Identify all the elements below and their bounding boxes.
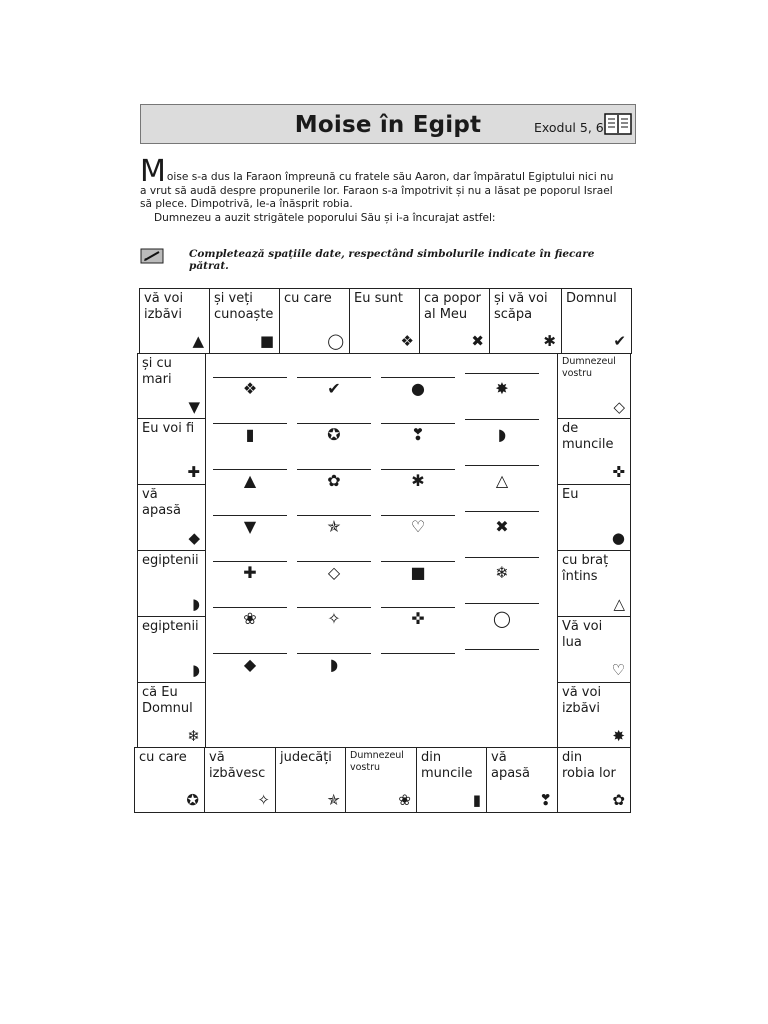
left-cell-4 bbox=[137, 550, 206, 617]
left-cell-2-text: Eu voi fi bbox=[142, 421, 195, 436]
answer-blank[interactable] bbox=[213, 561, 287, 562]
answer-blank[interactable] bbox=[213, 515, 287, 516]
left-cell-3-symbol-icon: ◆ bbox=[188, 529, 200, 547]
answer-blank[interactable] bbox=[381, 423, 455, 424]
drop-cap: M bbox=[140, 154, 166, 189]
left-cell-1-text: și cu mari bbox=[142, 356, 172, 387]
left-cell-1 bbox=[137, 353, 206, 420]
top-cell-4-text: Eu sunt bbox=[354, 291, 403, 306]
answer-blank[interactable] bbox=[381, 377, 455, 378]
intro-paragraph-1: Moise s-a dus la Faraon împreună cu fratele său Aaron, dar împăratul Egiptului nici nu a vrut să audă despre propunerile lor. Faraon s-a împotrivit și nu a lăsat pe poporul Israel să plece. Dimpotrivă, le-a înăsprit robia. bbox=[140, 154, 614, 210]
right-cell-1 bbox=[557, 353, 631, 420]
top-cell-6 bbox=[489, 288, 562, 354]
right-cell-4-symbol-icon: △ bbox=[613, 595, 625, 613]
answer-blank[interactable] bbox=[297, 561, 371, 562]
bottom-cell-6-text: vă apasă bbox=[491, 750, 530, 781]
clue-symbol-icon: ■ bbox=[410, 563, 426, 582]
bottom-cell-3 bbox=[275, 747, 346, 813]
left-cell-2 bbox=[137, 418, 206, 485]
puzzle-answer-area bbox=[205, 353, 558, 748]
top-cell-2 bbox=[209, 288, 280, 354]
right-cell-5-symbol-icon: ♡ bbox=[611, 661, 625, 679]
bottom-cell-2 bbox=[204, 747, 276, 813]
answer-blank[interactable] bbox=[465, 373, 539, 374]
book-icon bbox=[604, 112, 632, 136]
left-cell-6 bbox=[137, 682, 206, 749]
bottom-cell-1-text: cu care bbox=[139, 750, 187, 765]
clue-symbol-icon: ▼ bbox=[243, 517, 257, 536]
answer-blank[interactable] bbox=[213, 423, 287, 424]
top-cell-3-text: cu care bbox=[284, 291, 332, 306]
clue-symbol-icon: ✔ bbox=[327, 379, 341, 398]
clue-symbol-icon: ♡ bbox=[410, 517, 426, 536]
top-cell-4 bbox=[349, 288, 420, 354]
clue-symbol-icon: ◗ bbox=[497, 425, 507, 444]
bottom-cell-4-text: Dumnezeul vostru bbox=[350, 750, 404, 773]
top-cell-5 bbox=[419, 288, 490, 354]
clue-symbol-icon: △ bbox=[495, 471, 509, 490]
answer-blank[interactable] bbox=[381, 515, 455, 516]
answer-blank[interactable] bbox=[465, 511, 539, 512]
bottom-cell-1-symbol-icon: ✪ bbox=[186, 791, 199, 809]
top-cell-7 bbox=[561, 288, 632, 354]
answer-blank[interactable] bbox=[465, 557, 539, 558]
clue-symbol-icon: ▲ bbox=[243, 471, 257, 490]
right-cell-4 bbox=[557, 550, 631, 617]
answer-blank[interactable] bbox=[297, 653, 371, 654]
clue-symbol-icon: ● bbox=[411, 379, 425, 398]
instruction-text: Completează spațiile date, respectând simbolurile indicate în fiecare pătrat. bbox=[189, 248, 595, 272]
answer-blank[interactable] bbox=[297, 423, 371, 424]
bottom-cell-7 bbox=[557, 747, 631, 813]
clue-symbol-icon: ✱ bbox=[411, 471, 425, 490]
right-cell-3 bbox=[557, 484, 631, 551]
bottom-cell-3-symbol-icon: ✯ bbox=[327, 791, 340, 809]
left-cell-5-text: egiptenii bbox=[142, 619, 199, 634]
intro-text bbox=[140, 154, 620, 225]
clue-symbol-icon: ✸ bbox=[495, 379, 509, 398]
right-cell-2-text: de muncile bbox=[562, 421, 614, 452]
left-cell-5-symbol-icon: ◗ bbox=[192, 661, 200, 679]
bottom-cell-7-symbol-icon: ✿ bbox=[612, 791, 625, 809]
bottom-cell-2-text: vă izbăvesc bbox=[209, 750, 266, 781]
bottom-cell-5 bbox=[416, 747, 487, 813]
clue-symbol-icon: ◗ bbox=[329, 655, 339, 674]
top-cell-1 bbox=[139, 288, 210, 354]
answer-blank[interactable] bbox=[213, 377, 287, 378]
clue-symbol-icon: ✖ bbox=[495, 517, 509, 536]
header-banner bbox=[140, 104, 636, 144]
clue-symbol-icon: ◇ bbox=[327, 563, 341, 582]
clue-symbol-icon: ❀ bbox=[243, 609, 257, 628]
left-cell-5 bbox=[137, 616, 206, 683]
right-cell-6-symbol-icon: ✸ bbox=[612, 727, 625, 745]
clue-symbol-icon: ✧ bbox=[327, 609, 341, 628]
answer-blank[interactable] bbox=[381, 469, 455, 470]
right-cell-1-symbol-icon: ◇ bbox=[613, 398, 625, 416]
right-cell-1-text: Dumnezeul vostru bbox=[562, 356, 616, 379]
clue-symbol-icon: ✯ bbox=[327, 517, 341, 536]
clue-symbol-icon: ◯ bbox=[493, 609, 511, 628]
top-cell-6-text: și vă voi scăpa bbox=[494, 291, 548, 322]
answer-blank[interactable] bbox=[465, 649, 539, 650]
answer-blank[interactable] bbox=[297, 469, 371, 470]
top-cell-3 bbox=[279, 288, 350, 354]
top-cell-3-symbol-icon: ◯ bbox=[327, 332, 344, 350]
top-cell-1-symbol-icon: ▲ bbox=[192, 332, 204, 350]
top-cell-5-symbol-icon: ✖ bbox=[471, 332, 484, 350]
answer-blank[interactable] bbox=[297, 377, 371, 378]
bible-reference: Exodul 5, 6 bbox=[534, 120, 604, 135]
clue-symbol-icon: ✚ bbox=[243, 563, 257, 582]
answer-blank[interactable] bbox=[465, 419, 539, 420]
bottom-cell-6-symbol-icon: ❣ bbox=[539, 791, 552, 809]
left-cell-2-symbol-icon: ✚ bbox=[187, 463, 200, 481]
answer-blank[interactable] bbox=[381, 653, 455, 654]
bottom-cell-1 bbox=[134, 747, 205, 813]
bottom-cell-3-text: judecăți bbox=[280, 750, 332, 765]
clue-symbol-icon: ◆ bbox=[243, 655, 257, 674]
clue-symbol-icon: ✜ bbox=[411, 609, 425, 628]
clue-symbol-icon: ❄ bbox=[495, 563, 509, 582]
bottom-cell-7-text: din robia lor bbox=[562, 750, 616, 781]
right-cell-6 bbox=[557, 682, 631, 749]
left-cell-3-text: vă apasă bbox=[142, 487, 181, 518]
bottom-cell-4-symbol-icon: ❀ bbox=[398, 791, 411, 809]
pencil-icon bbox=[140, 248, 164, 264]
bottom-cell-5-text: din muncile bbox=[421, 750, 473, 781]
clue-symbol-icon: ✪ bbox=[327, 425, 341, 444]
top-cell-2-symbol-icon: ■ bbox=[259, 332, 274, 350]
clue-symbol-icon: ❖ bbox=[242, 379, 258, 398]
top-cell-1-text: vă voi izbăvi bbox=[144, 291, 184, 322]
clue-symbol-icon: ▮ bbox=[245, 425, 255, 444]
top-cell-7-symbol-icon: ✔ bbox=[613, 332, 626, 350]
left-cell-4-text: egiptenii bbox=[142, 553, 199, 568]
right-cell-2 bbox=[557, 418, 631, 485]
right-cell-5-text: Vă voi lua bbox=[562, 619, 603, 650]
answer-blank[interactable] bbox=[465, 465, 539, 466]
answer-blank[interactable] bbox=[297, 515, 371, 516]
answer-blank[interactable] bbox=[297, 607, 371, 608]
left-cell-4-symbol-icon: ◗ bbox=[192, 595, 200, 613]
answer-blank[interactable] bbox=[213, 469, 287, 470]
answer-blank[interactable] bbox=[381, 561, 455, 562]
right-cell-2-symbol-icon: ✜ bbox=[612, 463, 625, 481]
left-cell-3 bbox=[137, 484, 206, 551]
top-cell-4-symbol-icon: ❖ bbox=[400, 332, 414, 350]
right-cell-3-text: Eu bbox=[562, 487, 579, 502]
answer-blank[interactable] bbox=[465, 603, 539, 604]
top-cell-5-text: ca popor al Meu bbox=[424, 291, 482, 322]
answer-blank[interactable] bbox=[381, 607, 455, 608]
page-title: Moise în Egipt bbox=[294, 112, 482, 138]
top-cell-7-text: Domnul bbox=[566, 291, 617, 306]
right-cell-6-text: vă voi izbăvi bbox=[562, 685, 602, 716]
left-cell-1-symbol-icon: ▼ bbox=[188, 398, 200, 416]
clue-symbol-icon: ✿ bbox=[327, 471, 341, 490]
bottom-cell-4 bbox=[345, 747, 417, 813]
answer-blank[interactable] bbox=[213, 653, 287, 654]
top-cell-6-symbol-icon: ✱ bbox=[543, 332, 556, 350]
bottom-cell-6 bbox=[486, 747, 558, 813]
right-cell-3-symbol-icon: ● bbox=[611, 529, 625, 547]
left-cell-6-text: că Eu Domnul bbox=[142, 685, 193, 716]
left-cell-6-symbol-icon: ❄ bbox=[187, 727, 200, 745]
bottom-cell-2-symbol-icon: ✧ bbox=[257, 791, 270, 809]
right-cell-4-text: cu braț întins bbox=[562, 553, 609, 584]
intro-paragraph-2: Dumnezeu a auzit strigătele poporului Său și i-a încurajat astfel: bbox=[154, 211, 496, 224]
bottom-cell-5-symbol-icon: ▮ bbox=[472, 791, 481, 809]
right-cell-5 bbox=[557, 616, 631, 683]
answer-blank[interactable] bbox=[213, 607, 287, 608]
top-cell-2-text: și veți cunoaște bbox=[214, 291, 274, 322]
clue-symbol-icon: ❣ bbox=[411, 425, 425, 444]
